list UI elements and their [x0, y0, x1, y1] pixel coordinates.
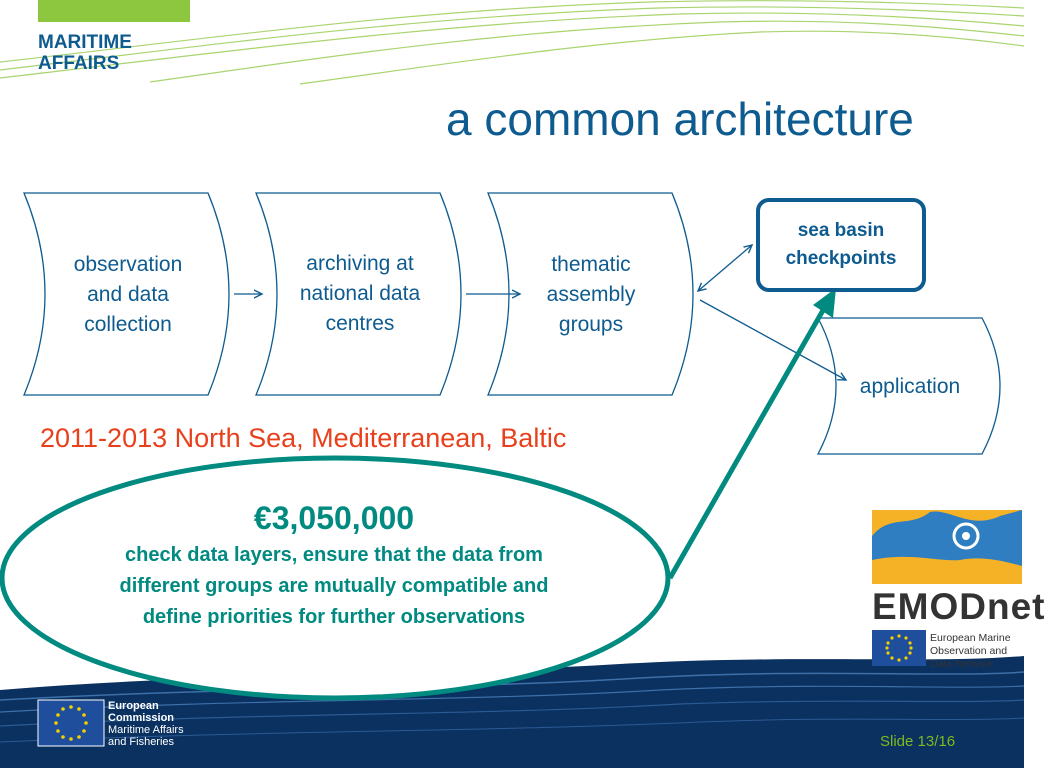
header-green-bar — [38, 0, 190, 22]
brand-line-2: AFFAIRS — [38, 53, 120, 74]
callout-arrowhead — [813, 288, 836, 318]
callout-amount: €3,050,000 — [253, 500, 415, 536]
stage-label-application: application — [859, 375, 961, 398]
emodnet-subtitle — [930, 632, 1011, 671]
ec-line-3: Maritime Affairs — [108, 724, 184, 736]
ec-line-1: European — [108, 700, 159, 712]
emodnet-sub-line-3: Data Network — [930, 658, 994, 670]
ec-line-4: and Fisheries — [108, 736, 175, 748]
stage-label-archiving: archiving at national data centres — [299, 252, 421, 335]
slide-counter — [880, 733, 955, 750]
callout-text — [118, 496, 550, 633]
slide-label: Slide — [880, 733, 914, 750]
stage-label-observation: observation and data collection — [73, 253, 183, 336]
slide-number: 13/16 — [917, 733, 956, 750]
period-subtitle: 2011-2013 North Sea, Mediterranean, Baltic — [40, 423, 567, 453]
checkpoint-label: sea basin checkpoints — [785, 220, 897, 269]
ec-line-2: Commission — [108, 712, 175, 724]
page-title: a common architecture — [446, 93, 914, 145]
emodnet-logo-graphic — [872, 510, 1022, 584]
callout-arrow-line — [670, 305, 826, 578]
eu-flag-commission — [38, 700, 104, 746]
brand-line-1: MARITIME — [38, 32, 132, 53]
brand-label — [38, 32, 132, 74]
emodnet-sub-line-2: Observation and — [930, 645, 1008, 657]
emodnet-wordmark: EMODnet — [872, 586, 1046, 627]
stage-label-thematic: thematic assembly groups — [546, 253, 636, 336]
commission-label — [108, 700, 184, 748]
emodnet-sub-line-1: European Marine — [930, 632, 1011, 644]
callout-description: check data layers, ensure that the data from different groups are mutually compatible and define priorities for further observations — [119, 544, 549, 628]
arrow-thematic-checkpoints — [698, 245, 752, 291]
eu-flag-emodnet — [872, 630, 926, 666]
checkpoint-box — [756, 198, 926, 292]
